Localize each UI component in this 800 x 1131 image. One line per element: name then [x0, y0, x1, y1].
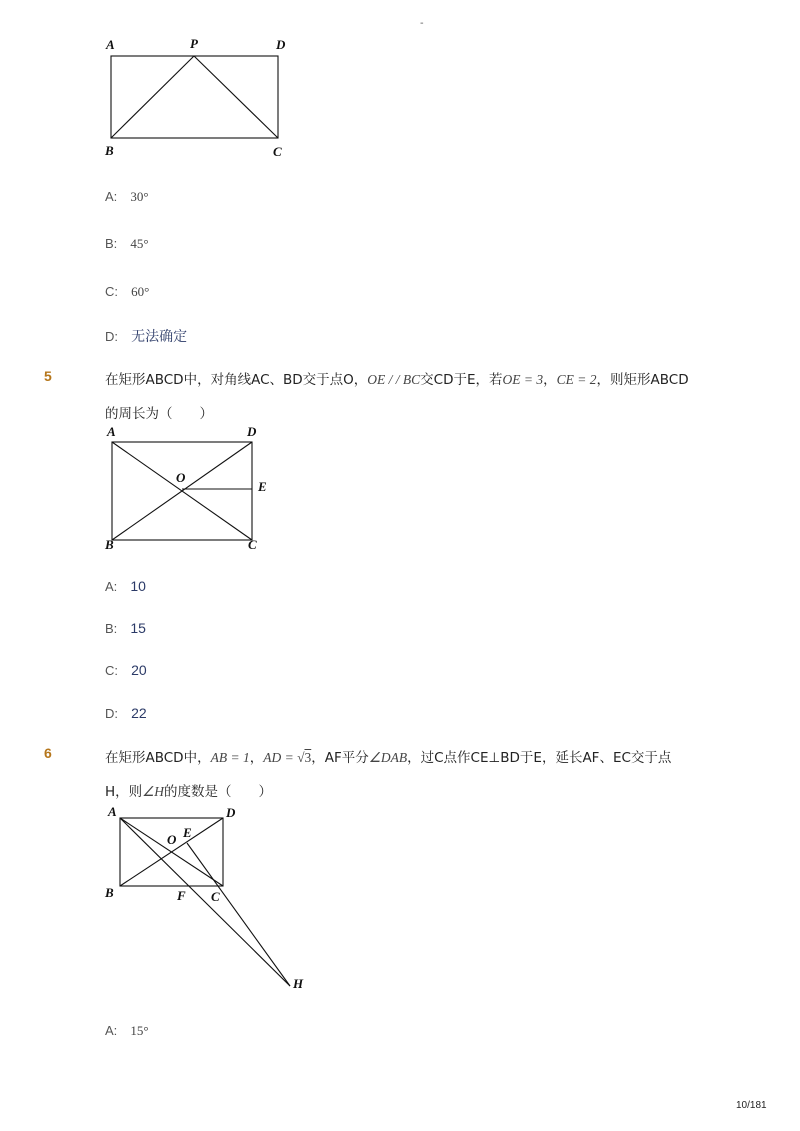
option-value: 60°: [131, 284, 150, 299]
option-value: 22: [131, 705, 147, 721]
q4-label-p: P: [190, 36, 198, 51]
q5-option-c[interactable]: [105, 660, 147, 679]
q6-label-o: O: [167, 832, 177, 847]
header-mark: -: [420, 18, 424, 29]
option-value: 无法确定: [131, 328, 188, 344]
sqrt-symbol: √3: [297, 750, 312, 765]
q5-label-a: A: [107, 424, 116, 439]
option-letter: A:: [105, 189, 118, 204]
page-number: 10/181: [736, 1100, 767, 1111]
option-value: 20: [131, 662, 147, 678]
q4-option-d[interactable]: [105, 326, 187, 346]
option-letter: D:: [105, 329, 118, 344]
question-number: 6: [44, 745, 52, 761]
q6-label-e: E: [183, 825, 192, 840]
q6-option-a[interactable]: [105, 1020, 149, 1039]
q4-label-d: D: [276, 37, 286, 52]
q6-stem-line2: H，则∠H的度数是（ ）: [105, 784, 273, 800]
q5-option-d[interactable]: [105, 703, 147, 722]
q5-label-o: O: [176, 470, 186, 485]
option-letter: B:: [105, 236, 118, 251]
question-number: 5: [44, 368, 52, 384]
q5-stem-line2: 的周长为（ ）: [105, 406, 213, 422]
q6-label-d: D: [226, 805, 236, 820]
q5-label-d: D: [247, 424, 257, 439]
q5-figure: [100, 420, 290, 560]
q4-option-a[interactable]: [105, 186, 149, 205]
q6-label-b: B: [105, 885, 114, 900]
q6-segment-ah: [120, 818, 290, 986]
option-value: 10: [130, 578, 146, 594]
option-value: 15°: [130, 1023, 149, 1038]
option-value: 30°: [130, 189, 149, 204]
q4-segment-bp: [111, 56, 194, 138]
q4-segment-pc: [194, 56, 278, 138]
option-letter: C:: [105, 284, 118, 299]
q6-label-f: F: [177, 888, 186, 903]
q6-segment-eh: [187, 843, 290, 986]
q4-figure: [100, 34, 300, 164]
q4-rectangle: [111, 56, 278, 138]
q5-label-b: B: [105, 537, 114, 552]
option-letter: D:: [105, 706, 118, 721]
q6-label-a: A: [108, 804, 117, 819]
q5-label-e: E: [258, 479, 267, 494]
q4-option-c[interactable]: [105, 281, 149, 300]
q4-label-b: B: [105, 143, 114, 158]
q4-label-a: A: [106, 37, 115, 52]
q5-option-b[interactable]: [105, 618, 146, 637]
option-letter: C:: [105, 663, 118, 678]
option-letter: A:: [105, 579, 118, 594]
q4-label-c: C: [273, 144, 282, 159]
option-value: 15: [130, 620, 146, 636]
q5-stem-line1: 在矩形ABCD中，对角线AC、BD交于点O，OE / / BC交CD于E，若OE = 3，CE = 2，则矩形ABCD: [105, 372, 689, 388]
q6-label-c: C: [211, 889, 220, 904]
option-letter: B:: [105, 621, 118, 636]
q6-label-h: H: [293, 976, 304, 991]
q5-option-a[interactable]: [105, 576, 146, 595]
option-letter: A:: [105, 1023, 118, 1038]
option-value: 45°: [130, 236, 149, 251]
q4-option-b[interactable]: [105, 233, 149, 252]
q6-stem-line1: 在矩形ABCD中，AB = 1，AD = √3，AF平分∠DAB，过C点作CE⊥BD于E，延长AF、EC交于点: [105, 750, 672, 766]
q5-label-c: C: [248, 537, 257, 552]
q6-figure: [100, 800, 320, 1000]
